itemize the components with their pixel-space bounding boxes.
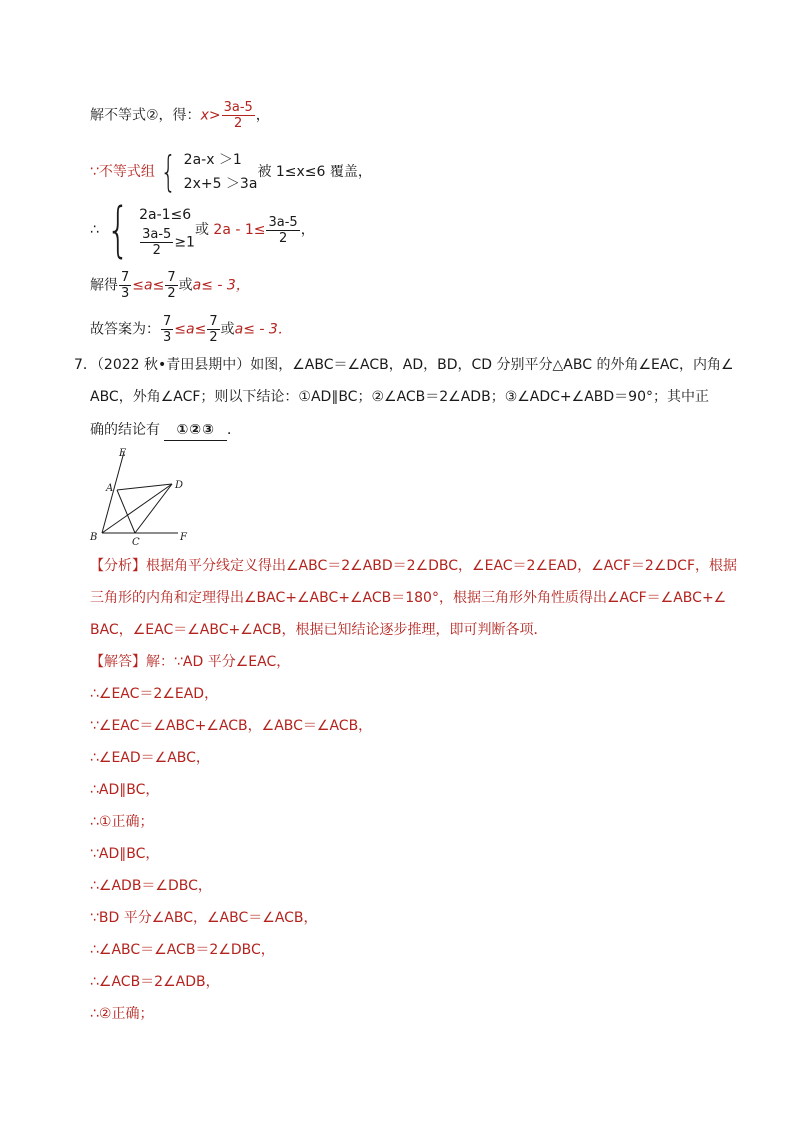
- inequality-system: [99, 195, 195, 265]
- solution-step: ∵BD 平分∠ABC，∠ABC＝∠ACB，: [90, 910, 318, 926]
- question-text: 7．（2022 秋•青田县期中）如图，∠ABC＝∠ACB，AD，BD，CD 分别平分△ABC 的外角∠EAC，内角∠: [74, 357, 734, 373]
- text: 或: [220, 321, 235, 338]
- label-a: A: [106, 483, 114, 494]
- question-7-line-1: [74, 355, 734, 375]
- question-text: ABC，外角∠ACF；则以下结论：①AD∥BC；②∠ACB＝2∠ADB；③∠ADC+∠ABD＝90°；其中正: [90, 389, 709, 405]
- solution-step: ∴②正确；: [90, 1006, 154, 1022]
- solution-step: ∴∠ADB＝∠DBC，: [90, 878, 212, 894]
- solution-step: ∴∠EAC＝2∠EAD，: [90, 686, 219, 702]
- system-row: [139, 227, 195, 258]
- solution-step: ∴AD∥BC，: [90, 782, 160, 798]
- denominator: 2: [167, 286, 176, 301]
- denominator: 3: [163, 330, 172, 345]
- denominator: 2: [152, 242, 161, 258]
- solution-line-4: [90, 270, 250, 301]
- numerator: 3a-5: [142, 226, 172, 242]
- solution-line-3: [90, 195, 315, 265]
- text: 故答案为：: [90, 321, 160, 338]
- solution-line-2: [90, 148, 372, 196]
- solution-step: 【解答】解：∵AD 平分∠EAC，: [90, 654, 291, 670]
- numerator: 7: [167, 270, 176, 285]
- label-c: C: [132, 537, 140, 546]
- brace-icon: {: [160, 147, 177, 196]
- solution-step: ∵AD∥BC，: [90, 846, 160, 862]
- fraction: [266, 215, 299, 246]
- text: ∴: [90, 222, 99, 238]
- numerator: 7: [163, 314, 172, 329]
- system-row: 2x+5 ＞3a: [183, 176, 258, 192]
- denominator: 2: [278, 230, 288, 246]
- analysis-line-1: [90, 556, 737, 576]
- denominator: 3: [121, 286, 130, 301]
- question-text: 确的结论有: [90, 422, 160, 438]
- inequality-system: [155, 148, 258, 196]
- line-cd: [135, 484, 172, 533]
- question-text: ．: [227, 422, 242, 438]
- gt-sign: >: [208, 107, 221, 124]
- solution-step: ∴①正确；: [90, 814, 154, 830]
- denominator: 2: [234, 116, 243, 131]
- fraction: [119, 270, 131, 301]
- numerator: 3a-5: [268, 214, 298, 230]
- text: ∵不等式组: [90, 164, 155, 180]
- var-x: x: [200, 107, 209, 124]
- fraction: [222, 100, 255, 131]
- analysis-text: 三角形的内角和定理得出∠BAC+∠ABC+∠ACB＝180°，根据三角形外角性质得出∠ACF＝∠ABC+∠: [90, 590, 727, 606]
- text: ，: [300, 222, 315, 238]
- solution-step: ∴∠ABC＝∠ACB＝2∠DBC，: [90, 942, 275, 958]
- text: 解得: [90, 277, 118, 294]
- text: ≤a≤: [174, 321, 207, 338]
- system-row: 2a-1≤6: [139, 206, 192, 223]
- solution-step: ∴∠ACB＝2∠ADB，: [90, 974, 220, 990]
- brace-icon: {: [106, 195, 130, 265]
- text: ≥1: [174, 234, 195, 250]
- fraction: [207, 314, 219, 345]
- denominator: 2: [209, 330, 218, 345]
- analysis-line-2: [90, 588, 726, 608]
- analysis-text: BAC，∠EAC＝∠ABC+∠ACB，根据已知结论逐步推理，即可判断各项．: [90, 622, 548, 638]
- analysis-text: 【分析】根据角平分线定义得出∠ABC＝2∠ABD＝2∠DBC，∠EAC＝2∠EAD，∠ACF＝2∠DCF，根据: [90, 558, 737, 574]
- text: ，: [255, 107, 270, 124]
- text: a≤ - 3，: [192, 277, 250, 294]
- fraction: [161, 314, 173, 345]
- analysis-line-3: [90, 620, 547, 640]
- text: 或: [178, 277, 193, 294]
- text: 被 1≤x≤6 覆盖，: [257, 164, 372, 180]
- text: 解不等式②，得：: [90, 107, 201, 124]
- solution-step: ∵∠EAC＝∠ABC+∠ACB，∠ABC＝∠ACB，: [90, 718, 373, 734]
- label-e: E: [119, 448, 127, 459]
- numerator: 7: [121, 270, 130, 285]
- system-row: 2a-x ＞1: [183, 152, 242, 168]
- fraction: [165, 270, 177, 301]
- solution-line-5: [90, 314, 292, 345]
- geometry-figure: [86, 446, 196, 546]
- question-7-line-3: [90, 420, 241, 441]
- label-d: D: [175, 480, 184, 491]
- answer-blank: ①②③: [164, 420, 227, 441]
- numerator: 7: [209, 314, 218, 329]
- label-b: B: [90, 532, 98, 543]
- text: 2a - 1≤: [213, 222, 266, 238]
- question-7-line-2: [90, 387, 709, 407]
- line-ad: [117, 484, 172, 490]
- text: a≤ - 3．: [234, 321, 292, 338]
- label-f: F: [180, 532, 187, 543]
- solution-step: ∴∠EAD＝∠ABC，: [90, 750, 210, 766]
- text: 或: [194, 222, 209, 238]
- solution-line-1: [90, 100, 270, 131]
- numerator: 3a-5: [223, 100, 253, 115]
- text: ≤a≤: [132, 277, 165, 294]
